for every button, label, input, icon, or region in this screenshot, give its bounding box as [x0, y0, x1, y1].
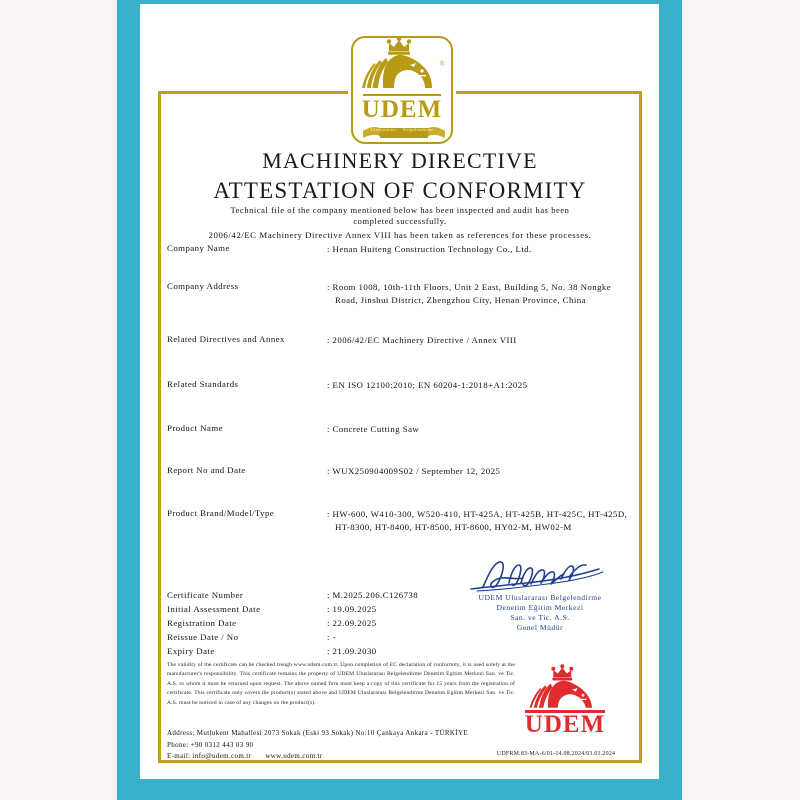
field-value: : 22.09.2025: [327, 618, 377, 628]
contact-email[interactable]: E-mail: info@udem.com.tr: [167, 752, 252, 760]
signature-org-lines: [440, 593, 640, 633]
field-label: Related Directives and Annex: [167, 334, 285, 344]
ribbon-text-left: Uluslararası: [370, 127, 396, 132]
field-value: : 19.09.2025: [327, 604, 377, 614]
field-value: [327, 508, 649, 534]
reference-line: 2006/42/EC Machinery Directive Annex VIII has been taken as references for these processes.: [208, 230, 592, 240]
field-value: : EN ISO 12100:2010; EN 60204-1:2018+A1:2025: [327, 380, 528, 390]
certificate-title-line2: ATTESTATION OF CONFORMITY: [213, 178, 587, 203]
field-value: : Concrete Cutting Saw: [327, 424, 420, 434]
signature-org-line1: UDEM Uluslararası Belgelendirme: [478, 593, 602, 602]
field-label: Certificate Number: [167, 590, 244, 600]
udem-logo-red: [521, 663, 609, 741]
signature-block: [440, 553, 640, 633]
statement-line2: completed successfully.: [353, 216, 447, 226]
field-label: Product Brand/Model/Type: [167, 508, 275, 518]
field-value: : 2006/42/EC Machinery Directive / Annex VIII: [327, 335, 517, 345]
field-label: Company Name: [167, 243, 230, 253]
signature-title: Genel Müdür: [516, 623, 564, 632]
contact-address: Address: Mutlukent Mahallesi 2073 Sokak (Eski 93 Sokak) No:10 Çankaya Ankara - TÜRKİYE: [167, 729, 468, 737]
ribbon-text-right: Belgelendirme: [403, 127, 434, 132]
field-label: Report No and Date: [167, 465, 246, 475]
field-value: : 21.09.2030: [327, 646, 377, 656]
udem-logo-gold: [351, 36, 453, 144]
field-label: Reissue Date / No: [167, 632, 239, 642]
field-label: Expiry Date: [167, 646, 215, 656]
field-label: Initial Assessment Date: [167, 604, 261, 614]
statement-line1: Technical file of the company mentioned below has been inspected and audit has been: [230, 205, 570, 215]
udem-wordmark-gold: UDEM: [361, 96, 443, 123]
logo-ribbon-banner: [361, 124, 443, 140]
field-label: Related Standards: [167, 379, 239, 389]
field-value: : WUX250904009S02 / September 12, 2025: [327, 466, 501, 476]
form-number: UDFRM.83-MA-6/01-14.08.2024/03.01.2024: [496, 751, 616, 757]
contact-block: [167, 728, 517, 763]
signature-org-line3: San. ve Tic. A.S.: [510, 613, 570, 622]
field-value: : M.2025.206.C126738: [327, 590, 419, 600]
horse-head-crown-icon-red: [521, 663, 609, 713]
registered-trademark-icon: ®: [439, 60, 445, 68]
field-label: Registration Date: [167, 618, 237, 628]
horse-head-crown-icon-gold: [353, 38, 451, 94]
field-value-line1: : Room 1008, 10th-11th Floors, Unit 2 East, Building 5, No. 38 Nongke: [327, 282, 612, 292]
field-value: : Henan Huiteng Construction Technology Co., Ltd.: [327, 244, 532, 254]
field-value: [327, 281, 649, 307]
field-label: Company Address: [167, 281, 239, 291]
field-value-line2: HT-8300, HT-8400, HT-8500, HT-8600, HY02-M, HW02-M: [335, 522, 572, 532]
contact-phone: Phone: +90 0312 443 03 90: [167, 740, 254, 749]
field-value: : -: [327, 632, 336, 642]
ribbon-text: [361, 127, 443, 132]
field-value-line1: : HW-600, W410-300, W520-410, HT-425A, HT-425B, HT-425C, HT-425D,: [327, 509, 628, 519]
certificate-title-line1: MACHINERY DIRECTIVE: [262, 148, 538, 173]
signature-org-line2: Denetim Eğitim Merkezi: [496, 603, 584, 612]
field-value-line2: Road, Jinshui District, Zhengzhou City, Henan Province, China: [335, 295, 586, 305]
udem-wordmark-red: UDEM: [524, 711, 606, 738]
field-label: Product Name: [167, 423, 223, 433]
contact-email-row: [167, 751, 517, 763]
fine-print-disclaimer: The validity of the certificate can be checked treugh www.udem.com.tr. Upon completion of EC declaration of conformity, it is used solely at the manufacturer's responsibility. This certificate remains the property of UDEM Uluslararası Belgelendirme Denetim Egitim Merkezi San. ve Tic. A.S. to whom it must be returned upon request. The above named firm must keep a copy of this certificate for 15 years from the registration of certificate. This certificate only covers the product(s) stated above and UDEM Uluslararası Belgelendirme Denetim Egitim Merkezi San. ve Tic. A.S. must be noticed in case of any changes on the product(s).: [167, 662, 515, 706]
contact-website[interactable]: www.udem.com.tr: [265, 752, 323, 760]
handwritten-signature-icon: [465, 553, 615, 597]
